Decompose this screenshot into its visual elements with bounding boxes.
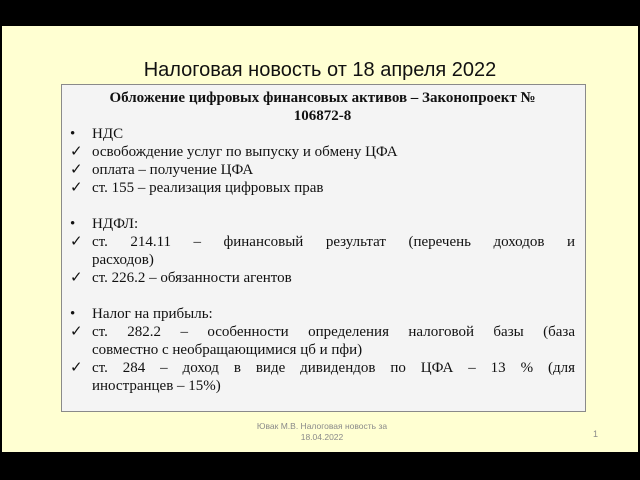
list-item [70, 161, 575, 179]
checkmark-icon: ✓ [70, 144, 83, 160]
footer-line: 18.04.2022 [300, 432, 344, 442]
bullet-icon: • [70, 126, 76, 142]
section-ndfl [70, 215, 575, 287]
item-text: оплата – получение ЦФА [92, 162, 254, 178]
footer-line: Ювак М.В. Налоговая новость за [256, 421, 388, 431]
item-text: ст. 284 – доход в виде дивидендов по ЦФА – 13 % (для иностранцев – 15%) [92, 360, 575, 394]
item-text: ст. 226.2 – обязанности агентов [92, 270, 292, 286]
item-text: ст. 155 – реализация цифровых прав [92, 180, 324, 196]
box-heading [70, 89, 575, 125]
item-text: освобождение услуг по выпуску и обмену ЦФА [92, 144, 398, 160]
list-item [70, 323, 575, 359]
slide [2, 26, 638, 452]
footer [222, 421, 422, 443]
list-item [70, 143, 575, 161]
bullet-icon: • [70, 216, 76, 232]
list-item [70, 179, 575, 197]
box-heading-line: 106872-8 [293, 108, 352, 124]
content-box [61, 84, 586, 412]
list-item [70, 215, 575, 233]
slide-title: Налоговая новость от 18 апреля 2022 [143, 59, 497, 81]
item-text: Налог на прибыль: [92, 306, 213, 322]
box-heading-line: Обложение цифровых финансовых активов – Законопроект № [109, 90, 536, 106]
checkmark-icon: ✓ [70, 270, 83, 286]
list-item [70, 233, 575, 269]
checkmark-icon: ✓ [70, 162, 83, 178]
list-item [70, 305, 575, 323]
list-item [70, 125, 575, 143]
section-profit-tax [70, 305, 575, 395]
item-text: ст. 282.2 – особенности определения налоговой базы (база совместно с необращающимися цб и пфи) [92, 324, 575, 358]
item-text: НДС [92, 126, 124, 142]
item-text: НДФЛ: [92, 216, 139, 232]
checkmark-icon: ✓ [70, 360, 83, 376]
checkmark-icon: ✓ [70, 234, 83, 250]
list-item [70, 359, 575, 395]
bullet-icon: • [70, 306, 76, 322]
page-number: 1 [592, 429, 598, 439]
list-item [70, 269, 575, 287]
item-text: ст. 214.11 – финансовый результат (перечень доходов и расходов) [92, 234, 575, 268]
section-nds [70, 125, 575, 197]
checkmark-icon: ✓ [70, 180, 83, 196]
section-gap [70, 197, 575, 215]
checkmark-icon: ✓ [70, 324, 83, 340]
section-gap [70, 287, 575, 305]
